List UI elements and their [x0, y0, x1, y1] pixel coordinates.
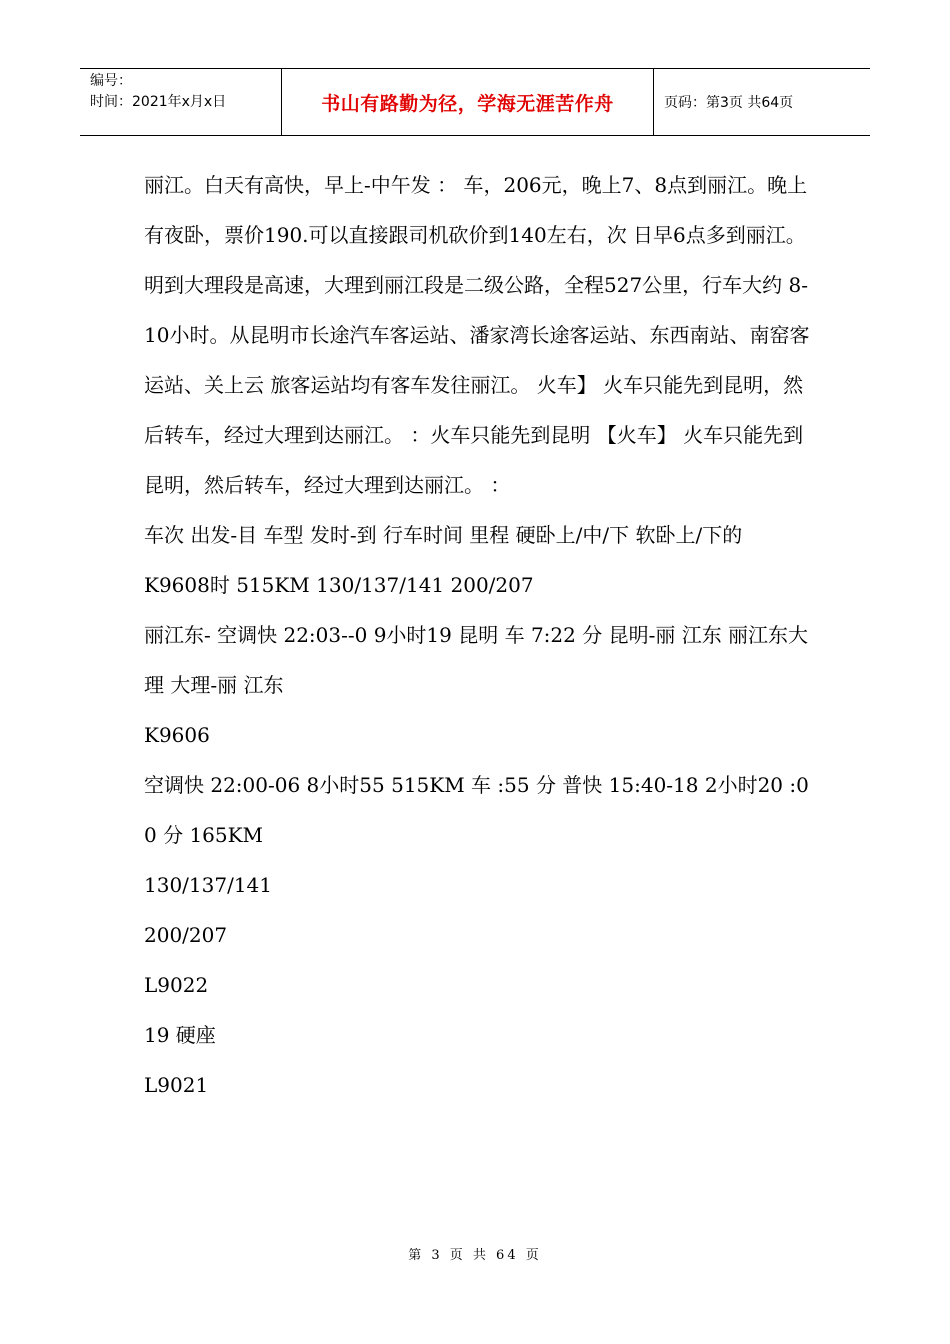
header-motto [282, 69, 654, 135]
paragraph-l9022: L9022 [144, 973, 209, 997]
page-info-text: 页码：第3页 共64页 [664, 95, 794, 111]
page-footer [0, 1244, 950, 1263]
paragraph-k9608: K9608时 515KM 130/137/141 200/207 [144, 573, 534, 597]
paragraph-hard-seat: 19 硬座 [144, 1023, 216, 1047]
footer-page-number: 第 3 页 共 64 页 [408, 1248, 542, 1263]
paragraph-l9021: L9021 [144, 1073, 209, 1097]
paragraph-transport: 丽江。白天有高快，早上-中午发 ： 车，206元，晚上7、8点到丽江。晚上有夜卧，票价190.可以直接跟司机砍价到140左右，次 日早6点多到丽江。明到大理段是高速，大理到丽江段是二级公路，全程527公里，行车大约 8-10小时。从昆明市长途汽车客运站、潘家湾长途客运站、东西南站、南窑客运站、关上云 旅客运站均有客车发往丽江。 火车】 火车只能先到昆明，然后转车，经过大理到达丽江。 ：火车只能先到昆明 【火车】 火车只能先到昆明，然后转车，经过大理到达丽江。 ： [144, 173, 810, 497]
page-header [80, 68, 870, 136]
document-body [144, 160, 812, 1110]
header-page-info [654, 69, 870, 135]
paragraph-k9606: K9606 [144, 723, 210, 747]
paragraph-route-1: 丽江东- 空调快 22:03--0 9小时19 昆明 车 7:22 分 昆明-丽 江东 丽江东大理 大理-丽 江东 [144, 623, 809, 697]
header-meta [80, 69, 282, 135]
date-label: 时间：2021年x月x日 [90, 94, 227, 110]
serial-label: 编号： [90, 73, 132, 89]
paragraph-route-2: 空调快 22:00-06 8小时55 515KM 车 :55 分 普快 15:40-18 2小时20 :00 分 165KM [144, 773, 809, 847]
paragraph-table-header: 车次 出发-目 车型 发时-到 行车时间 里程 硬卧上/中/下 软卧上/下的 [144, 523, 743, 547]
paragraph-price-hard: 130/137/141 [144, 873, 272, 897]
motto-text: 书山有路勤为径，学海无涯苦作舟 [321, 92, 614, 115]
paragraph-price-soft: 200/207 [144, 923, 228, 947]
